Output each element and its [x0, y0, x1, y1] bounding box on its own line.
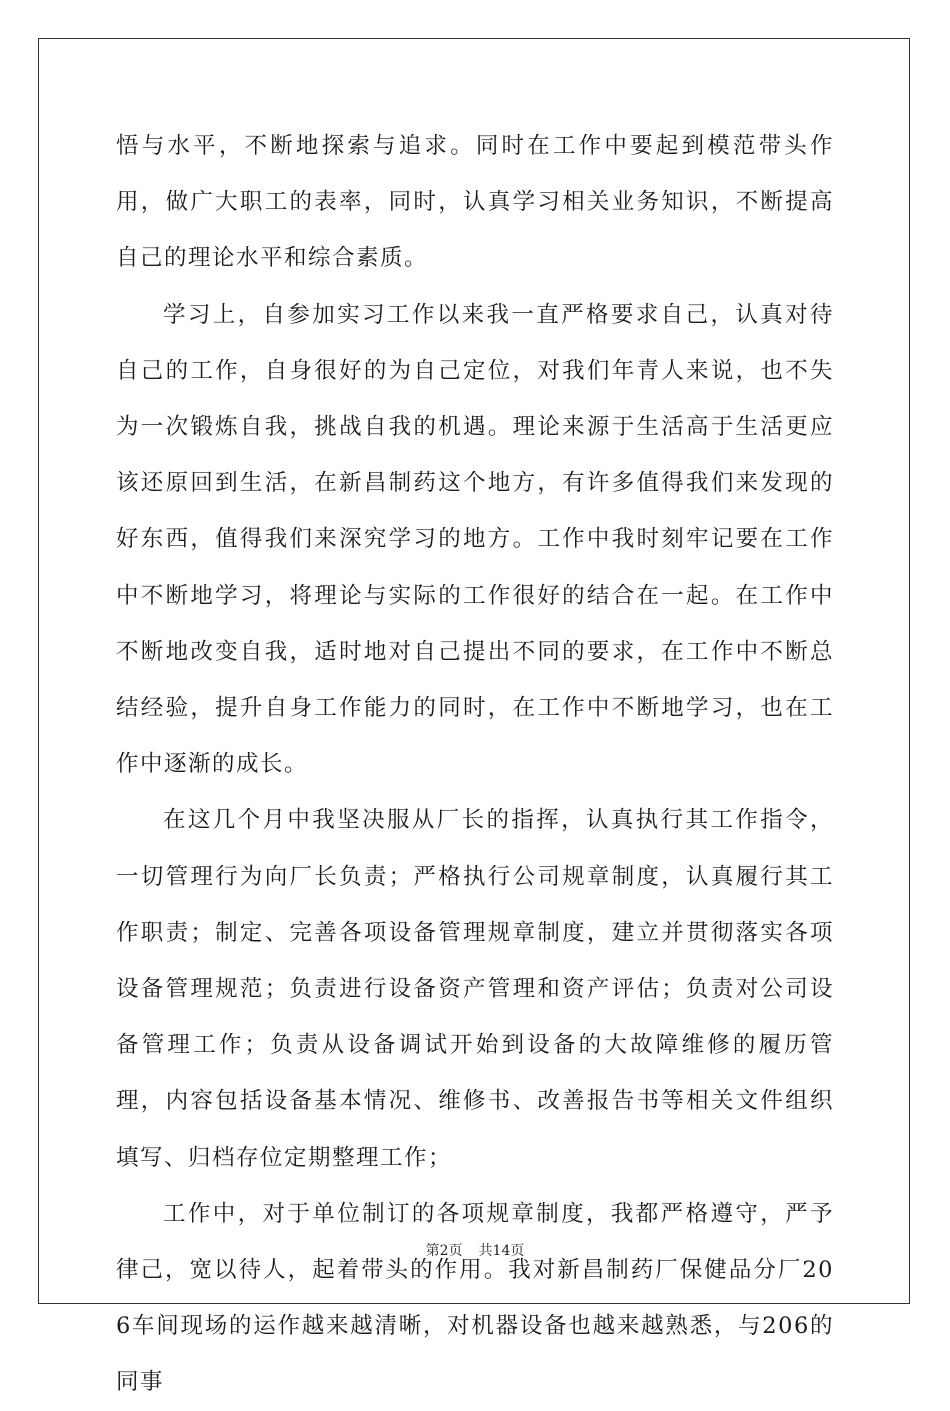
page-total: 共14页 [478, 1243, 525, 1259]
page-number: 第2页 [425, 1243, 463, 1259]
paragraph-4: 工作中，对于单位制订的各项规章制度，我都严格遵守，严予律己，宽以待人，起着带头的作用。我对新昌制药厂保健品分厂206车间现场的运作越来越清晰，对机器设备也越来越熟悉，与206的同事 [116, 1200, 834, 1396]
document-body [116, 118, 834, 1411]
paragraph-1: 悟与水平，不断地探索与追求。同时在工作中要起到模范带头作用，做广大职工的表率，同时，认真学习相关业务知识，不断提高自己的理论水平和综合素质。 [116, 133, 834, 272]
paragraph-2: 学习上，自参加实习工作以来我一直严格要求自己，认真对待自己的工作，自身很好的为自己定位，对我们年青人来说，也不失为一次锻炼自我，挑战自我的机遇。理论来源于生活高于生活更应该还原回到生活，在新昌制药这个地方，有许多值得我们来发现的好东西，值得我们来深究学习的地方。工作中我时刻牢记要在工作中不断地学习，将理论与实际的工作很好的结合在一起。在工作中不断地改变自我，适时地对自己提出不同的要求，在工作中不断总结经验，提升自身工作能力的同时，在工作中不断地学习，也在工作中逐渐的成长。 [116, 301, 834, 778]
page-footer [0, 1240, 950, 1260]
paragraph-3: 在这几个月中我坚决服从厂长的指挥，认真执行其工作指令，一切管理行为向厂长负责；严格执行公司规章制度，认真履行其工作职责；制定、完善各项设备管理规章制度，建立并贯彻落实各项设备管理规范；负责进行设备资产管理和资产评估；负责对公司设备管理工作；负责从设备调试开始到设备的大故障维修的履历管理，内容包括设备基本情况、维修书、改善报告书等相关文件组织填写、归档存位定期整理工作； [116, 807, 834, 1171]
